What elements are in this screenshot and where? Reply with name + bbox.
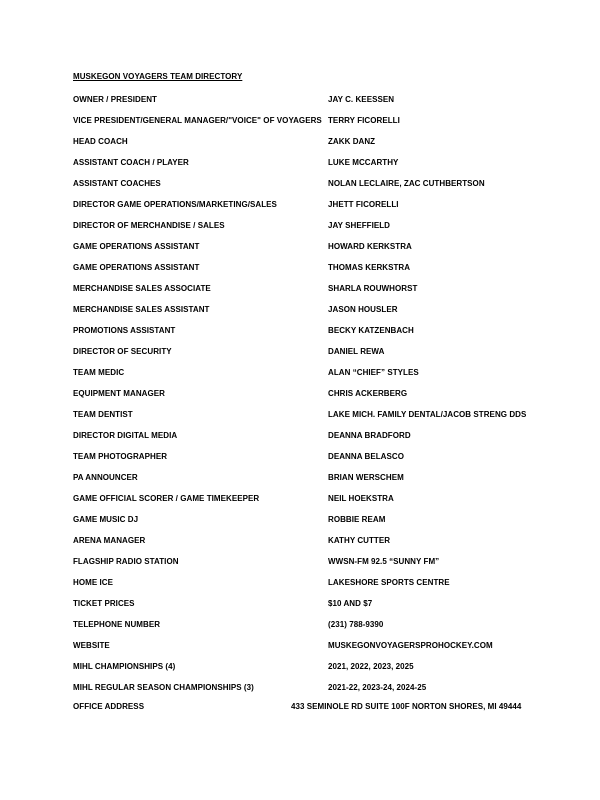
role-label: TELEPHONE NUMBER xyxy=(73,620,161,629)
directory-row xyxy=(0,640,600,652)
directory-row xyxy=(0,283,600,295)
person-value: CHRIS ACKERBERG xyxy=(328,389,408,398)
directory-row xyxy=(0,94,600,106)
person-value: DANIEL REWA xyxy=(328,347,385,356)
directory-row xyxy=(0,682,600,694)
directory-row xyxy=(0,409,600,421)
directory-row xyxy=(0,325,600,337)
directory-row xyxy=(0,304,600,316)
role-label: MERCHANDISE SALES ASSOCIATE xyxy=(73,284,211,293)
role-label: DIRECTOR OF MERCHANDISE / SALES xyxy=(73,221,225,230)
person-value: BECKY KATZENBACH xyxy=(328,326,414,335)
role-label: PA ANNOUNCER xyxy=(73,473,138,482)
person-value: NOLAN LECLAIRE, ZAC CUTHBERTSON xyxy=(328,179,485,188)
person-value: ZAKK DANZ xyxy=(328,137,376,146)
person-value: SHARLA ROUWHORST xyxy=(328,284,418,293)
directory-row xyxy=(0,262,600,274)
person-value: (231) 788-9390 xyxy=(328,620,384,629)
address-value: 433 SEMINOLE RD SUITE 100F NORTON SHORES, MI 49444 xyxy=(291,702,522,711)
role-label: OFFICE ADDRESS xyxy=(73,702,145,711)
directory-row xyxy=(0,619,600,631)
role-label: GAME MUSIC DJ xyxy=(73,515,139,524)
role-label: MIHL REGULAR SEASON CHAMPIONSHIPS (3) xyxy=(73,683,254,692)
role-label: TEAM DENTIST xyxy=(73,410,133,419)
role-label: DIRECTOR GAME OPERATIONS/MARKETING/SALES xyxy=(73,200,277,209)
directory-row xyxy=(0,241,600,253)
directory-row xyxy=(0,136,600,148)
role-label: EQUIPMENT MANAGER xyxy=(73,389,165,398)
person-value: JASON HOUSLER xyxy=(328,305,398,314)
person-value: 2021, 2022, 2023, 2025 xyxy=(328,662,414,671)
role-label: OWNER / PRESIDENT xyxy=(73,95,157,104)
person-value: JAY SHEFFIELD xyxy=(328,221,391,230)
role-label: ARENA MANAGER xyxy=(73,536,146,545)
person-value: LAKE MICH. FAMILY DENTAL/JACOB STRENG DDS xyxy=(328,410,527,419)
person-value: ROBBIE REAM xyxy=(328,515,386,524)
role-label: VICE PRESIDENT/GENERAL MANAGER/"VOICE" OF VOYAGERS xyxy=(73,116,322,125)
person-value: NEIL HOEKSTRA xyxy=(328,494,394,503)
person-value: WWSN-FM 92.5 “SUNNY FM” xyxy=(328,557,440,566)
role-label: HOME ICE xyxy=(73,578,113,587)
person-value: JAY C. KEESSEN xyxy=(328,95,395,104)
directory-row xyxy=(0,388,600,400)
person-value: THOMAS KERKSTRA xyxy=(328,263,411,272)
directory-row xyxy=(0,556,600,568)
directory-row xyxy=(0,514,600,526)
person-value: MUSKEGONVOYAGERSPROHOCKEY.COM xyxy=(328,641,493,650)
directory-row xyxy=(0,430,600,442)
directory-row xyxy=(0,157,600,169)
person-value: $10 AND $7 xyxy=(328,599,373,608)
person-value: 2021-22, 2023-24, 2024-25 xyxy=(328,683,427,692)
person-value: ALAN “CHIEF” STYLES xyxy=(328,368,419,377)
role-label: MIHL CHAMPIONSHIPS (4) xyxy=(73,662,176,671)
role-label: FLAGSHIP RADIO STATION xyxy=(73,557,179,566)
role-label: TICKET PRICES xyxy=(73,599,135,608)
directory-row xyxy=(0,178,600,190)
role-label: GAME OPERATIONS ASSISTANT xyxy=(73,242,200,251)
page-title: MUSKEGON VOYAGERS TEAM DIRECTORY xyxy=(73,72,243,81)
directory-row xyxy=(0,199,600,211)
role-label: DIRECTOR DIGITAL MEDIA xyxy=(73,431,178,440)
person-value: BRIAN WERSCHEM xyxy=(328,473,404,482)
directory-row xyxy=(0,701,600,713)
person-value: TERRY FICORELLI xyxy=(328,116,400,125)
directory-row xyxy=(0,535,600,547)
directory-row xyxy=(0,115,600,127)
directory-row xyxy=(0,577,600,589)
role-label: GAME OPERATIONS ASSISTANT xyxy=(73,263,200,272)
person-value: DEANNA BRADFORD xyxy=(328,431,411,440)
directory-row xyxy=(0,451,600,463)
role-label: TEAM MEDIC xyxy=(73,368,125,377)
directory-row xyxy=(0,367,600,379)
person-value: LAKESHORE SPORTS CENTRE xyxy=(328,578,450,587)
role-label: DIRECTOR OF SECURITY xyxy=(73,347,172,356)
directory-row xyxy=(0,472,600,484)
role-label: ASSISTANT COACH / PLAYER xyxy=(73,158,189,167)
directory-row xyxy=(0,598,600,610)
person-value: KATHY CUTTER xyxy=(328,536,391,545)
directory-row xyxy=(0,346,600,358)
directory-row xyxy=(0,661,600,673)
role-label: MERCHANDISE SALES ASSISTANT xyxy=(73,305,210,314)
role-label: TEAM PHOTOGRAPHER xyxy=(73,452,168,461)
role-label: PROMOTIONS ASSISTANT xyxy=(73,326,176,335)
person-value: JHETT FICORELLI xyxy=(328,200,399,209)
role-label: ASSISTANT COACHES xyxy=(73,179,161,188)
role-label: HEAD COACH xyxy=(73,137,128,146)
person-value: HOWARD KERKSTRA xyxy=(328,242,412,251)
role-label: WEBSITE xyxy=(73,641,110,650)
directory-row xyxy=(0,220,600,232)
person-value: LUKE MCCARTHY xyxy=(328,158,399,167)
person-value: DEANNA BELASCO xyxy=(328,452,404,461)
role-label: GAME OFFICIAL SCORER / GAME TIMEKEEPER xyxy=(73,494,260,503)
directory-row xyxy=(0,493,600,505)
